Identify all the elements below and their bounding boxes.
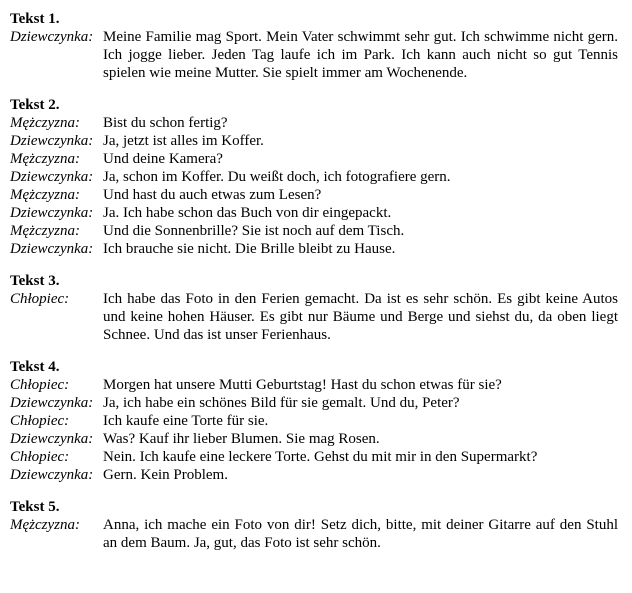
- dialogue-line: [10, 150, 618, 168]
- dialogue-line: [10, 448, 618, 466]
- dialogue-line: [10, 168, 618, 186]
- utterance-text: Ich kaufe eine Torte für sie.: [103, 413, 269, 429]
- dialogue-line: [10, 132, 618, 150]
- dialogue-line: [10, 240, 618, 258]
- utterance-text: Ich brauche sie nicht. Die Brille bleibt zu Hause.: [103, 241, 396, 257]
- utterance-text: Nein. Ich kaufe eine leckere Torte. Gehst du mit mir in den Supermarkt?: [103, 449, 538, 465]
- speaker-label: Chłopiec:: [10, 377, 70, 393]
- section-title: Tekst 4.: [10, 359, 60, 375]
- section-tekst-3: [10, 272, 618, 344]
- utterance-text: Ich habe das Foto in den Ferien gemacht. Da ist es sehr schön. Es gibt keine Autos und keine hohen Häuser. Es gibt nur Bäume und Berge und siehst du, da oben liegt Schnee. Und das ist unser Ferienhaus.: [103, 291, 618, 343]
- dialogue-line: [10, 28, 618, 82]
- dialogue-line: [10, 412, 618, 430]
- dialogue-line: [10, 114, 618, 132]
- utterance-text: Gern. Kein Problem.: [103, 467, 228, 483]
- utterance-text: Ja. Ich habe schon das Buch von dir eingepackt.: [103, 205, 392, 221]
- speaker-label: Chłopiec:: [10, 291, 70, 307]
- dialogue-line: [10, 430, 618, 448]
- speaker-label: Dziewczynka:: [10, 29, 94, 45]
- section-title: Tekst 1.: [10, 11, 60, 27]
- utterance-text: Und die Sonnenbrille? Sie ist noch auf dem Tisch.: [103, 223, 405, 239]
- section-tekst-5: [10, 498, 618, 552]
- utterance-text: Ja, schon im Koffer. Du weißt doch, ich fotografiere gern.: [103, 169, 451, 185]
- speaker-label: Dziewczynka:: [10, 169, 94, 185]
- speaker-label: Chłopiec:: [10, 449, 70, 465]
- speaker-label: Dziewczynka:: [10, 241, 94, 257]
- speaker-label: Dziewczynka:: [10, 431, 94, 447]
- dialogue-line: [10, 186, 618, 204]
- utterance-text: Morgen hat unsere Mutti Geburtstag! Hast du schon etwas für sie?: [103, 377, 502, 393]
- section-title: Tekst 3.: [10, 273, 60, 289]
- utterance-text: Ja, ich habe ein schönes Bild für sie gemalt. Und du, Peter?: [103, 395, 460, 411]
- speaker-label: Dziewczynka:: [10, 133, 94, 149]
- utterance-text: Was? Kauf ihr lieber Blumen. Sie mag Rosen.: [103, 431, 380, 447]
- utterance-text: Meine Familie mag Sport. Mein Vater schwimmt sehr gut. Ich schwimme nicht gern. Ich jogge lieber. Jeden Tag laufe ich im Park. Ich kann auch nicht so gut Tennis spielen wie meine Mutter. Sie spielt immer am Wochenende.: [103, 29, 618, 81]
- dialogue-line: [10, 516, 618, 552]
- section-title: Tekst 5.: [10, 499, 60, 515]
- dialogue-line: [10, 466, 618, 484]
- utterance-text: Anna, ich mache ein Foto von dir! Setz dich, bitte, mit deiner Gitarre auf den Stuhl an dem Baum. Ja, gut, das Foto ist sehr schön.: [103, 517, 618, 551]
- section-tekst-4: [10, 358, 618, 484]
- section-tekst-1: [10, 10, 618, 82]
- speaker-label: Mężczyzna:: [10, 115, 80, 131]
- speaker-label: Chłopiec:: [10, 413, 70, 429]
- speaker-label: Mężczyzna:: [10, 151, 80, 167]
- speaker-label: Mężczyzna:: [10, 223, 80, 239]
- utterance-text: Ja, jetzt ist alles im Koffer.: [103, 133, 264, 149]
- speaker-label: Dziewczynka:: [10, 395, 94, 411]
- dialogue-line: [10, 290, 618, 344]
- dialogue-line: [10, 222, 618, 240]
- utterance-text: Bist du schon fertig?: [103, 115, 228, 131]
- utterance-text: Und deine Kamera?: [103, 151, 223, 167]
- dialogue-line: [10, 394, 618, 412]
- section-tekst-2: [10, 96, 618, 258]
- dialogue-line: [10, 376, 618, 394]
- utterance-text: Und hast du auch etwas zum Lesen?: [103, 187, 322, 203]
- speaker-label: Mężczyzna:: [10, 187, 80, 203]
- dialogue-line: [10, 204, 618, 222]
- speaker-label: Dziewczynka:: [10, 467, 94, 483]
- speaker-label: Mężczyzna:: [10, 517, 80, 533]
- section-title: Tekst 2.: [10, 97, 60, 113]
- speaker-label: Dziewczynka:: [10, 205, 94, 221]
